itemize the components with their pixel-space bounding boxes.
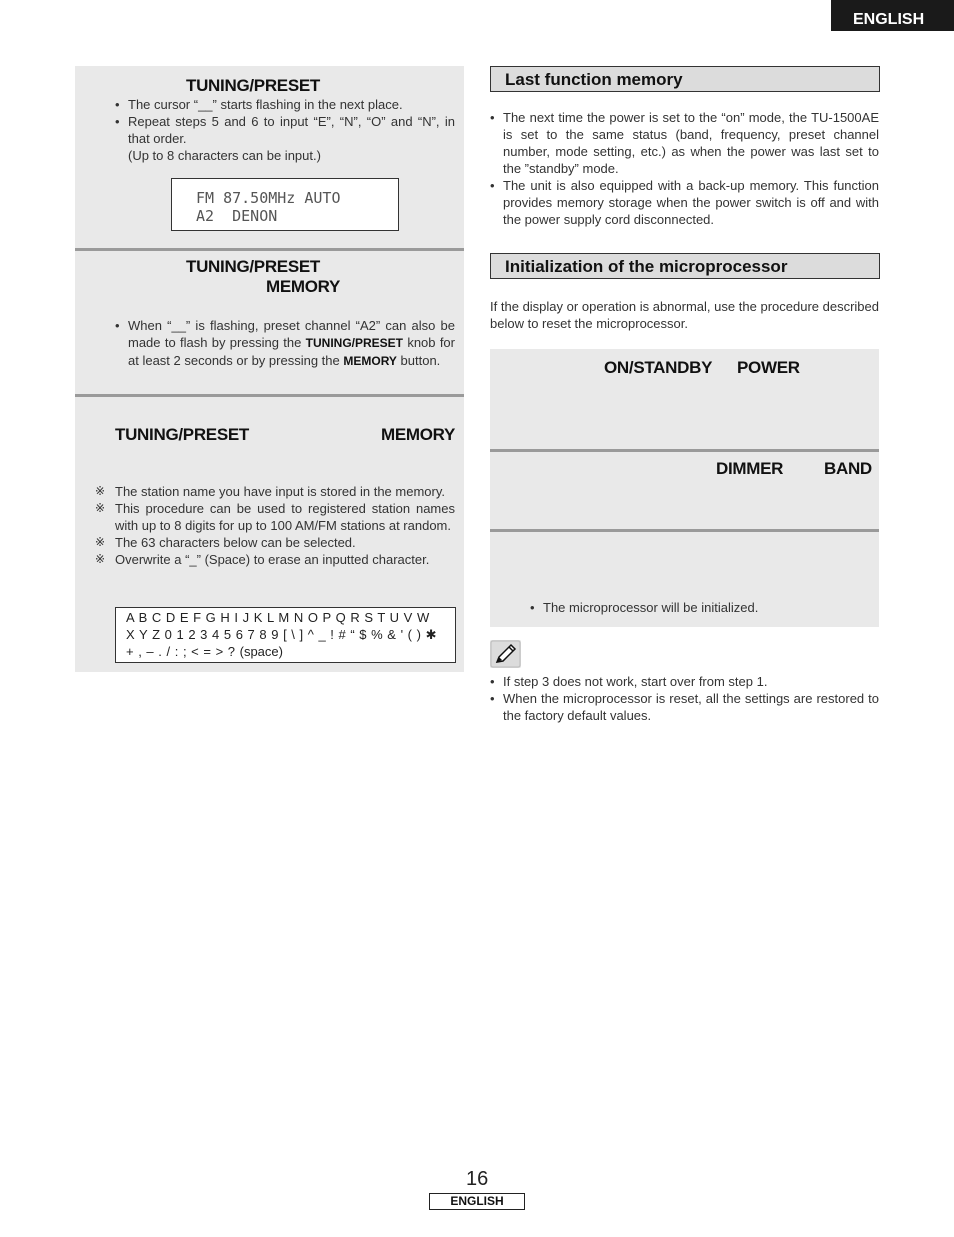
- memory-label: MEMORY: [381, 425, 456, 444]
- inline-button-ref: TUNING/PRESET: [305, 336, 403, 350]
- tuner-display: [171, 178, 399, 231]
- inline-button-ref: MEMORY: [343, 354, 397, 368]
- list-item: • When the microprocessor is reset, all the settings are restored to the factory default values.: [490, 690, 879, 724]
- tuning-preset-label: TUNING/PRESET: [186, 76, 321, 95]
- list-item: ※ Overwrite a “_” (Space) to erase an inputted character.: [95, 551, 455, 568]
- section-heading-initialization: Initialization of the microprocessor: [490, 253, 880, 279]
- step-c-notes: [95, 483, 455, 568]
- display-line-2: A2 DENON: [196, 207, 278, 225]
- initialization-intro: If the display or operation is abnormal, use the procedure described below to reset the microprocessor.: [490, 299, 879, 331]
- step-a-instructions: [115, 96, 455, 164]
- display-line-1: FM 87.50MHz AUTO: [196, 189, 341, 207]
- step-3-result: [530, 599, 870, 616]
- init-step-panel-2: [490, 452, 879, 529]
- list-item: ※ The 63 characters below can be selected.: [95, 534, 455, 551]
- last-function-text: [490, 109, 879, 228]
- section-heading-last-function: Last function memory: [490, 66, 880, 92]
- list-item: • When “__” is flashing, preset channel “A2” can also be made to flash by pressing the TUNING/PRESET knob for at least 2 seconds or by pressing the MEMORY button.: [115, 317, 455, 370]
- list-item: • The next time the power is set to the “on” mode, the TU-1500AE is set to the same status (band, frequency, preset channel number, mode setting, etc.) as when the power was last set to the ”standby” mode.: [490, 109, 879, 177]
- charset-row: A B C D E F G H I J K L M N O P Q R S T U V W: [126, 610, 430, 625]
- list-item: • The cursor “__” starts flashing in the next place.: [115, 96, 455, 113]
- notes-list: [490, 673, 879, 724]
- on-standby-label: ON/STANDBY: [604, 358, 713, 377]
- list-item: • Repeat steps 5 and 6 to input “E”, “N”, “O” and “N”, in that order.: [115, 113, 455, 147]
- dimmer-label: DIMMER: [716, 459, 784, 478]
- character-set-table: [115, 607, 456, 663]
- band-label: BAND: [824, 459, 872, 478]
- list-item: • The unit is also equipped with a back-up memory. This function provides memory storage when the power switch is off and with the power supply cord disconnected.: [490, 177, 879, 228]
- language-tab: ENGLISH: [831, 0, 954, 31]
- list-item: • The microprocessor will be initialized.: [530, 599, 870, 616]
- list-item: ※ This procedure can be used to registered station names with up to 8 digits for up to 100 AM/FM stations at random.: [95, 500, 455, 534]
- page-number: 16: [466, 1168, 489, 1190]
- tuning-preset-label: TUNING/PRESET: [186, 257, 321, 276]
- list-item: • If step 3 does not work, start over from step 1.: [490, 673, 879, 690]
- footer-language-label: ENGLISH: [429, 1193, 525, 1210]
- charset-row: + , – . / : ; < = > ? (space): [126, 644, 283, 659]
- power-label: POWER: [737, 358, 800, 377]
- memory-label: MEMORY: [266, 277, 341, 296]
- tuning-preset-label: TUNING/PRESET: [115, 425, 250, 444]
- character-limit-note: (Up to 8 characters can be input.): [128, 148, 321, 163]
- list-item: ※ The station name you have input is stored in the memory.: [95, 483, 455, 500]
- pencil-icon: [490, 640, 521, 668]
- step-b-note: [115, 317, 455, 370]
- charset-row: X Y Z 0 1 2 3 4 5 6 7 8 9 [ \ ] ^ _ ! # “ $ % & ' ( ) ✱: [126, 627, 437, 642]
